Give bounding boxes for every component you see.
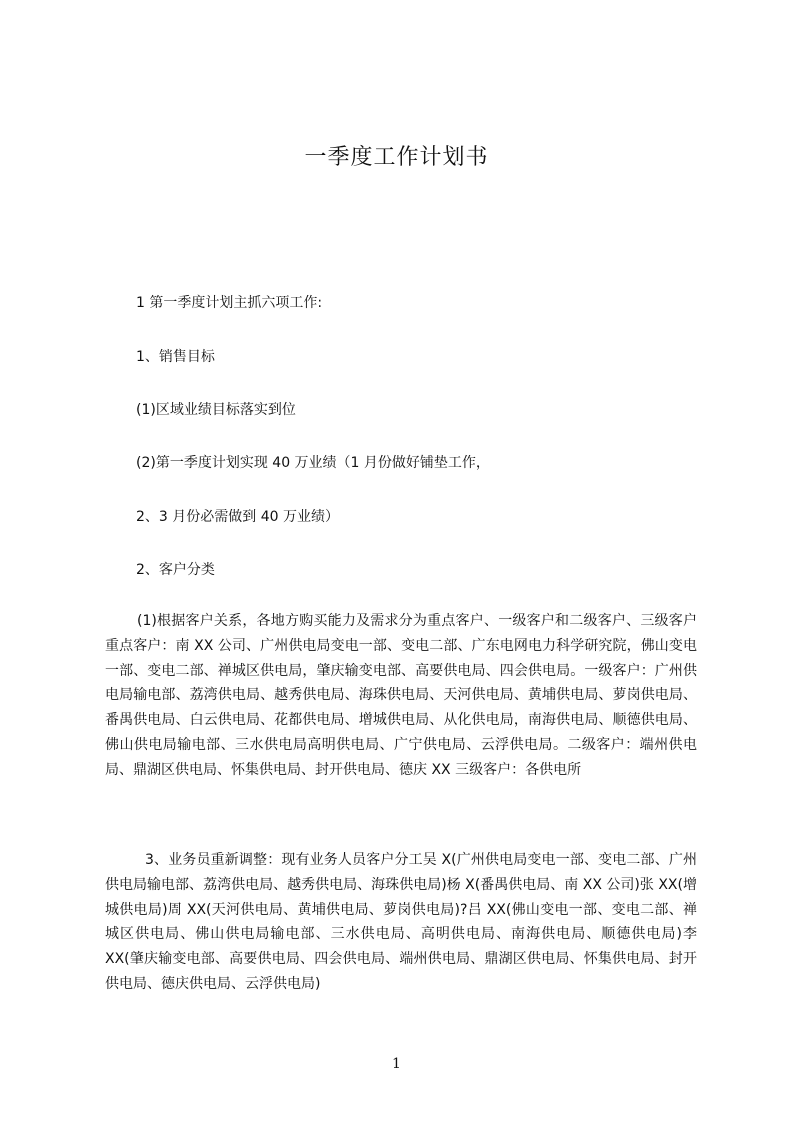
customer-class-heading: 2、客户分类 — [136, 562, 215, 578]
section-heading: 1 第一季度计划主抓六项工作: — [136, 295, 323, 311]
paragraph-text: (1)根据客户关系，各地方购买能力及需求分为重点客户、一级客户和二级客户、三级客户重点客户：南 XX 公司、广州供电局变电一部、变电二部、广东电网电力科学研究院，佛山变电一部、变电二部、禅城区供电局，肇庆输变电部、高要供电局、四会供电局。一级客户：广州供电局输电部、荔湾供电局、越秀供电局、海珠供电局、天河供电局、黄埔供电局、萝岗供电局、番禺供电局、白云供电局、花都供电局、增城供电局、从化供电局，南海供电局、顺德供电局、佛山供电局输电部、三水供电局高明供电局、广宁供电局、云浮供电局。二级客户：端州供电局、鼎湖区供电局、怀集供电局、封开供电局、德庆 XX 三级客户：各供电所 — [105, 613, 697, 778]
list-item: (1)区域业绩目标落实到位 — [136, 402, 296, 418]
sales-target-heading: 1、销售目标 — [136, 349, 215, 365]
paragraph-text: 3、业务员重新调整：现有业务人员客户分工吴 X(广州供电局变电一部、变电二部、广州供电局输电部、荔湾供电局、越秀供电局、海珠供电局)杨 X(番禺供电局、南 XX 公司)张 XX(增城供电局)周 XX(天河供电局、黄埔供电局、萝岗供电局)?吕 XX(佛山变电一部、变电二部、禅城区供电局、佛山供电局输电部、三水供电局、高明供电局、南海供电局、顺德供电局)李 XX(肇庆输变电部、高要供电局、四会供电局、端州供电局、鼎湖区供电局、怀集供电局、封开供电局、德庆供电局、云浮供电局) — [105, 852, 697, 992]
staff-paragraph — [105, 848, 697, 1008]
customer-paragraph — [105, 609, 697, 819]
list-item: (2)第一季度计划实现 40 万业绩（1 月份做好铺垫工作， — [136, 455, 490, 471]
page-number: 1 — [392, 1056, 401, 1072]
list-item: 2、3 月份必需做到 40 万业绩） — [136, 509, 339, 525]
document-title: 一季度工作计划书 — [304, 145, 489, 170]
